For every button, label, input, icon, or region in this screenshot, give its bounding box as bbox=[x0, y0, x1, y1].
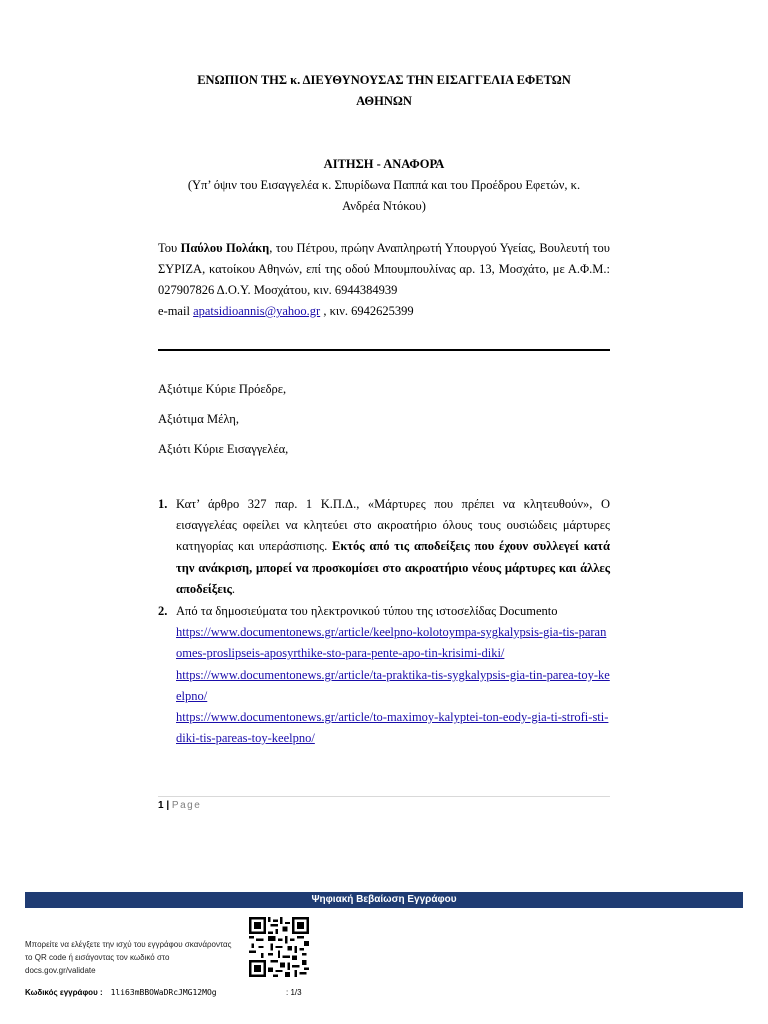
code-label: Κωδικός εγγράφου : bbox=[25, 988, 103, 997]
list-item-2 bbox=[158, 601, 610, 749]
article-link-1[interactable]: https://www.documentonews.gr/article/keelpno-kolotoympa-sygkalypsis-gia-tis-paranomes-proslipseis-aposyrthike-sto-para-pente-apo-tin-krisimi-diki/ bbox=[176, 625, 607, 661]
document-title bbox=[150, 70, 618, 112]
note-line-2: Ανδρέα Ντόκου) bbox=[342, 199, 426, 213]
page-footer bbox=[158, 796, 610, 811]
email-label: e-mail bbox=[158, 304, 194, 318]
sender-prefix: Του bbox=[158, 241, 181, 255]
document-code-line bbox=[25, 987, 217, 999]
page-number: 1 bbox=[158, 800, 164, 811]
item-bold-text: Εκτός από τις αποδείξεις που έχουν συλλεγεί κατά την ανάκριση, μπορεί να προσκομίσει στο ακροατήριο νέους μάρτυρες και άλλες αποδείξεις bbox=[176, 539, 610, 596]
separator-rule bbox=[158, 349, 610, 351]
title-line-2: ΑΘΗΝΩΝ bbox=[356, 94, 412, 108]
verification-banner: Ψηφιακή Βεβαίωση Εγγράφου bbox=[25, 892, 743, 908]
list-number: 1. bbox=[158, 497, 168, 511]
sender-details bbox=[158, 238, 610, 322]
verification-text: Μπορείτε να ελέγξετε την ισχύ του εγγράφου σκανάροντας το QR code ή εισάγοντας τον κωδικό στο docs.gov.gr/validate bbox=[25, 940, 232, 975]
item-text: Κατ’ άρθρο 327 παρ. 1 Κ.Π.Δ., «Μάρτυρες που πρέπει να κλητευθούν», Ο εισαγγελέας οφείλει να κλητεύει στο ακροατήριο όλους τους ουσιώδεις μάρτυρες κατηγορίας και υπεράσπισης. bbox=[176, 497, 610, 554]
qr-code-icon bbox=[249, 917, 309, 977]
title-line-1: ΕΝΩΠΙΟΝ ΤΗΣ κ. ΔΙΕΥΘΥΝΟΥΣΑΣ ΤΗΝ ΕΙΣΑΓΓΕΛΙΑ ΕΦΕΤΩΝ bbox=[197, 73, 571, 87]
email-link[interactable]: apatsidioannis@yahoo.gr bbox=[193, 304, 321, 318]
sender-name: Παύλου Πολάκη bbox=[180, 241, 270, 255]
document-subtitle: ΑΙΤΗΣΗ - ΑΝΑΦΟΡΑ bbox=[323, 157, 445, 171]
item-text: Από τα δημοσιεύματα του ηλεκτρονικού τύπου της ιστοσελίδας Documento bbox=[176, 604, 558, 618]
list-item-1 bbox=[158, 494, 610, 600]
item-end: . bbox=[231, 581, 235, 596]
attention-note bbox=[150, 175, 618, 217]
salutation-2: Αξιότιμα Μέλη, bbox=[158, 412, 239, 426]
article-link-2[interactable]: https://www.documentonews.gr/article/ta-praktika-tis-sygkalypsis-gia-tin-parea-toy-keelpno/ bbox=[176, 667, 610, 703]
note-line-1: (Υπ’ όψιν του Εισαγγελέα κ. Σπυρίδωνα Παππά και του Προέδρου Εφετών, κ. bbox=[187, 178, 581, 192]
article-link-3[interactable]: https://www.documentonews.gr/article/to-maximoy-kalyptei-ton-eody-gia-ti-strofi-sti-diki-tis-pareas-toy-keelpno/ bbox=[176, 710, 609, 746]
document-code: 1li63mBBOWaDRcJMG12MOg bbox=[110, 988, 217, 997]
email-tail: , κιν. 6942625399 bbox=[320, 304, 414, 318]
list-number: 2. bbox=[158, 604, 168, 618]
sender-info: , του Πέτρου, πρώην Αναπληρωτή Υπουργού Υγείας, Βουλευτή του ΣΥΡΙΖΑ, κατοίκου Αθηνών, επί της οδού Μπουμπουλίνας αρ. 13, Μοσχάτο, με Α.Φ.Μ.: 027907826 Δ.Ο.Υ. Μοσχάτου, κιν. 6944384939 bbox=[158, 241, 610, 297]
page-label: Page bbox=[171, 800, 202, 811]
document-pages: : 1/3 bbox=[286, 988, 302, 997]
salutation-3: Αξιότι Κύριε Εισαγγελέα, bbox=[158, 442, 289, 456]
page-separator: | bbox=[163, 800, 172, 811]
salutation-1: Αξιότιμε Κύριε Πρόεδρε, bbox=[158, 382, 287, 396]
